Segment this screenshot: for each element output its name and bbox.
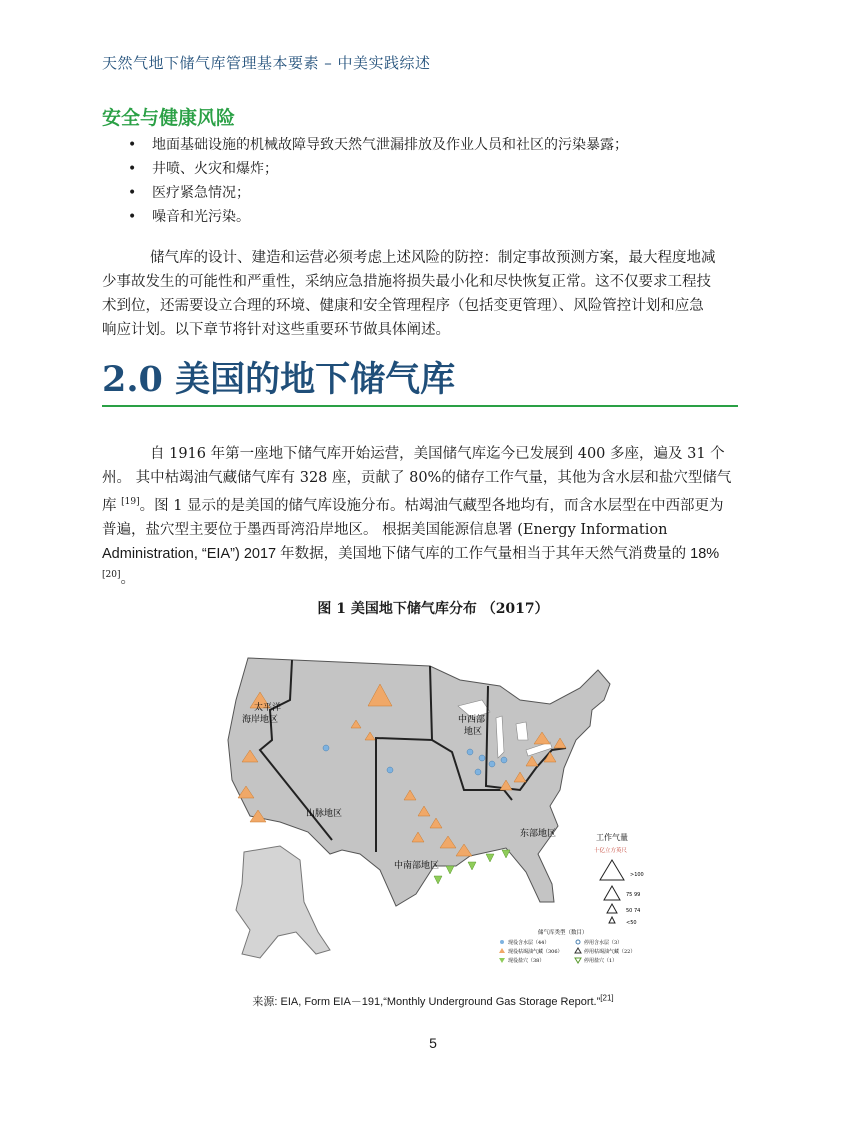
salt-marker <box>502 850 510 858</box>
capacity-triangle-xl <box>600 860 624 880</box>
alaska-inset <box>236 846 330 958</box>
paragraph-line <box>102 490 764 518</box>
chapter-divider <box>102 405 738 407</box>
risk-paragraph <box>102 246 764 342</box>
region-label-south-central: 中南部地区 <box>394 861 440 871</box>
paragraph-line: 州。 其中枯竭油气藏储气库有 328 座，贡献了 80%的储存工作气量，其他为含水层和盐穴型储气 <box>102 470 732 486</box>
paragraph-line: 少事故发生的可能性和严重性，采纳应急措施将损失最小化和尽快恢复正常。这不仅要求工程技 <box>102 274 711 290</box>
legend-depleted-inactive <box>575 948 581 953</box>
type-legend-title: 储气库类型（数目） <box>538 930 588 936</box>
legend-salt-active <box>499 958 505 963</box>
bullet-dot: • <box>128 209 137 225</box>
chapter-title: 2.0 美国的地下储气库 <box>102 359 456 400</box>
citation-19[interactable]: [19] <box>121 497 140 507</box>
capacity-triangle-m <box>607 904 617 913</box>
region-label-pacific: 太平洋 <box>254 703 282 713</box>
paragraph-line: 普遍，盐穴型主要位于墨西哥湾沿岸地区。 根据美国能源信息署 (Energy Information <box>102 521 668 538</box>
bullet-text: 噪音和光污染。 <box>152 209 250 225</box>
source-text: 来源: EIA, Form EIA－191,“Monthly Underground Gas Storage Report.” <box>252 996 601 1008</box>
type-legend-item: 停用枯竭油气藏（22） <box>584 949 636 955</box>
paragraph-line: Administration, “EIA”) 2017 年数据，美国地下储气库的工作气量相当于其年天然气消费量的 18% <box>102 545 720 562</box>
bullet-text: 井喷、火灾和爆炸； <box>152 161 278 177</box>
bullet-dot: • <box>128 161 137 177</box>
paragraph-line <box>102 566 764 588</box>
risk-section-heading: 安全与健康风险 <box>102 107 236 129</box>
capacity-label: 50 74 <box>626 908 641 914</box>
paragraph-line: 术到位，还需要设立合理的环境、健康和安全管理程序（包括变更管理）、风险管控计划和应急 <box>102 298 704 314</box>
bullet-text: 医疗紧急情况； <box>152 185 250 201</box>
line-text: 储气库的设计、建造和运营必须考虑上述风险的防控：制定事故预测方案，最大程度地减 <box>150 250 716 266</box>
type-legend-item: 停用含水层（3） <box>584 940 623 946</box>
capacity-legend-unit: 十亿立方英尺 <box>594 848 628 854</box>
citation-20[interactable]: [20] <box>102 569 121 580</box>
capacity-legend-title: 工作气量 <box>596 833 628 842</box>
bullet-text: 地面基础设施的机械故障导致天然气泄漏排放及作业人员和社区的污染暴露； <box>152 137 628 153</box>
figure-source <box>0 993 866 1009</box>
line-text: 库 <box>102 497 117 514</box>
salt-marker <box>434 876 442 884</box>
region-label-midwest: 地区 <box>464 727 483 737</box>
type-legend-item: 停用盐穴（1） <box>584 958 618 964</box>
region-label-midwest: 中西部 <box>458 715 486 725</box>
bullet-item <box>102 133 628 157</box>
aquifer-marker <box>475 769 481 775</box>
line-text: 。图 1 显示的是美国的储气库设施分布。枯竭油气藏型各地均有，而含水层型在中西部更为 <box>139 497 724 514</box>
aquifer-marker <box>479 755 485 761</box>
type-legend-item: 现役含水层（44） <box>508 940 550 946</box>
running-header: 天然气地下储气库管理基本要素 – 中美实践综述 <box>102 54 431 72</box>
aquifer-marker <box>489 761 495 767</box>
aquifer-marker <box>467 749 473 755</box>
aquifer-marker <box>501 757 507 763</box>
salt-marker <box>486 854 494 862</box>
salt-marker <box>446 866 454 874</box>
page-number: 5 <box>429 1035 437 1051</box>
map-svg <box>220 640 660 980</box>
capacity-label: <50 <box>626 920 637 926</box>
line-text: 自 1916 年第一座地下储气库开始运营，美国储气库迄今已发展到 400 多座，遍及 31 个 <box>150 446 725 462</box>
legend-salt-inactive <box>575 958 581 963</box>
figure-title: 图 1 美国地下储气库分布 （2017） <box>317 601 549 617</box>
capacity-triangle-l <box>604 886 620 900</box>
region-label-mountain: 山脉地区 <box>306 809 343 819</box>
us-storage-map <box>220 640 660 980</box>
us-storage-paragraph <box>102 442 764 588</box>
capacity-label: 75 99 <box>626 892 641 898</box>
capacity-triangle-s <box>609 917 615 923</box>
citation-21[interactable]: [21] <box>600 993 614 1003</box>
paragraph-line <box>102 246 764 270</box>
paragraph-line: 响应计划。以下章节将针对这些重要环节做具体阐述。 <box>102 322 450 338</box>
bullet-item <box>102 157 628 181</box>
risk-bullet-list <box>102 133 628 229</box>
type-legend-item: 现役枯竭油气藏（306） <box>508 949 563 955</box>
aquifer-marker <box>387 767 393 773</box>
region-label-pacific: 海岸地区 <box>242 715 279 725</box>
bullet-item <box>102 181 628 205</box>
salt-marker <box>468 862 476 870</box>
aquifer-marker <box>323 745 329 751</box>
paragraph-line <box>102 442 764 466</box>
legend-depleted-active <box>499 948 505 953</box>
region-label-east: 东部地区 <box>520 829 557 839</box>
bullet-item <box>102 205 628 229</box>
legend-aquifer-inactive <box>576 940 580 944</box>
bullet-dot: • <box>128 185 137 201</box>
legend-aquifer-active <box>500 940 504 944</box>
type-legend-item: 现役盐穴（38） <box>508 958 545 964</box>
lake-huron <box>516 722 528 740</box>
capacity-label: >100 <box>630 872 644 878</box>
bullet-dot: • <box>128 137 137 153</box>
line-text: 。 <box>120 570 135 587</box>
